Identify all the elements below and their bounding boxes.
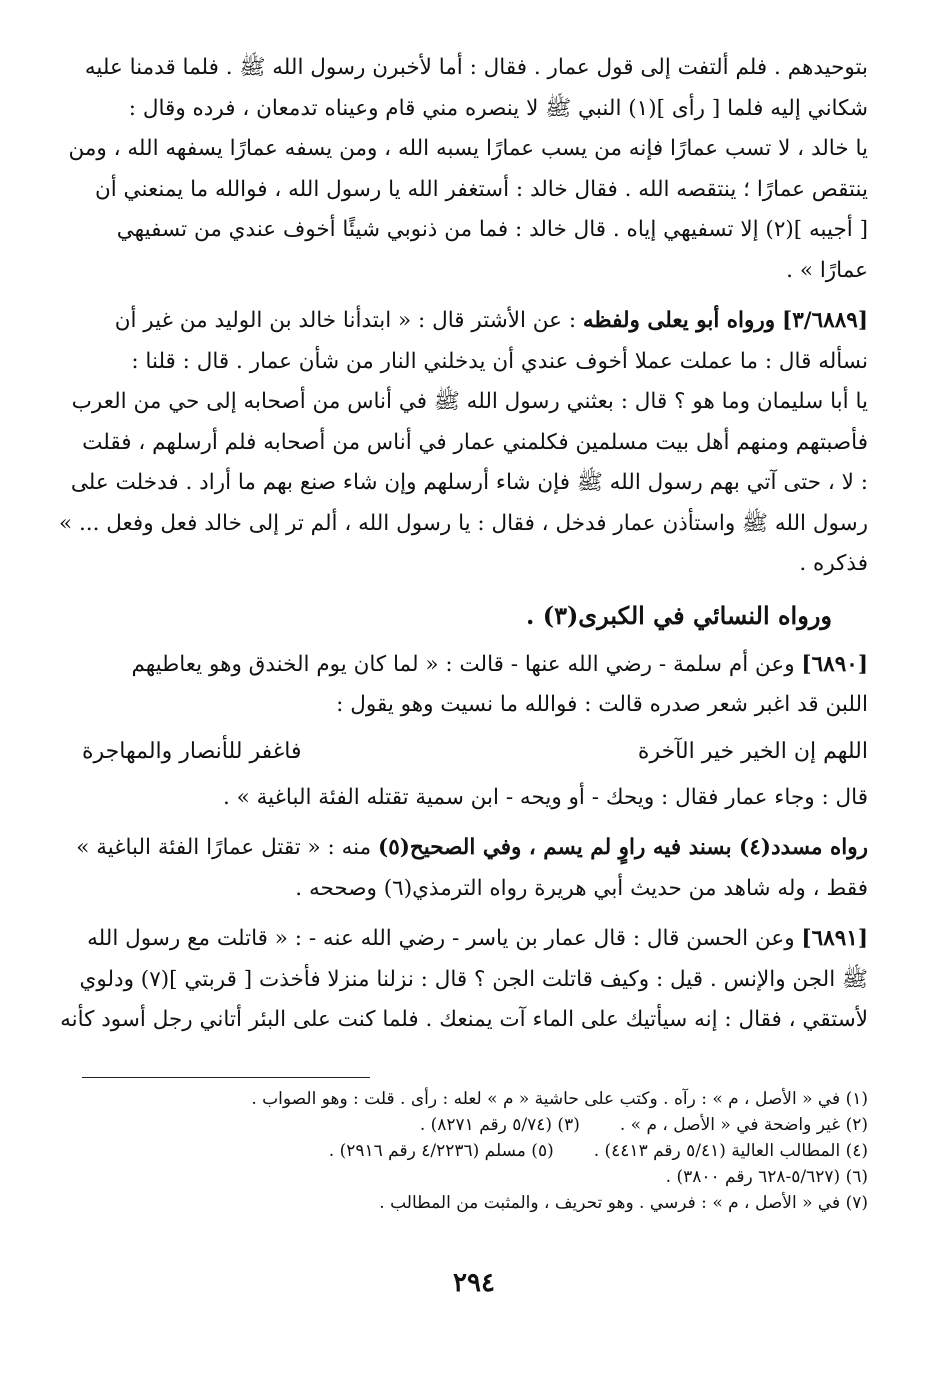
text-line: فقط ، وله شاهد من حديث أبي هريرة رواه الترمذي(٦) وصححه . (295, 875, 868, 901)
poem-first-hemistich: اللهم إن الخير خير الآخرة (637, 738, 868, 764)
source-lead: ورواه أبو يعلى ولفظه (582, 308, 776, 333)
footnote: (٦) (٥/٦٢٧-٦٢٨ رقم ٣٨٠٠) . (665, 1166, 868, 1187)
footnote: (٢) غير واضحة في « الأصل ، م » . (619, 1114, 868, 1135)
text-line: قال : وجاء عمار فقال : ويحك - أو ويحه - ابن سمية تقتله الفئة الباغية » . (223, 784, 868, 810)
footnote-separator (82, 1077, 370, 1078)
text-line: فذكره . (799, 551, 868, 576)
paragraph-2 (58, 301, 868, 585)
hadith-number: [٦٨٩١] (801, 926, 868, 951)
text-segment: وعن الحسن قال : قال عمار بن ياسر - رضي الله عنه - : « قاتلت مع رسول الله (87, 926, 795, 951)
text-line: لأستقي ، فقال : إنه سيأتيك على الماء آت يمنعك . فلما كنت على البئر أتاني رجل أسود كأنه (60, 1007, 868, 1032)
paragraph-3 (82, 645, 868, 726)
footnote: (٥) مسلم (٤/٢٢٣٦ رقم ٢٩١٦) . (328, 1140, 554, 1161)
text-line: يا خالد ، لا تسب عمارًا فإنه من يسب عمارًا يسبه الله ، ومن يسفه عمارًا يسفهه الله ، ومن (68, 136, 868, 161)
paragraph-4 (82, 778, 868, 819)
text-line: نسأله قال : ما عملت عملا أخوف عندي أن يدخلني النار من شأن عمار . قال : قلنا : (131, 348, 868, 374)
text-segment: وعن أم سلمة - رضي الله عنها - قالت : « لما كان يوم الخندق وهو يعاطيهم (131, 651, 795, 677)
footnote: (٣) (٥/٧٤ رقم ٨٢٧١) . (419, 1114, 580, 1135)
paragraph-6 (60, 919, 868, 1041)
source-lead: رواه مسدد(٤) بسند فيه راوٍ لم يسم ، وفي الصحيح(٥) (378, 835, 868, 860)
text-line: ﷺ الجن والإنس . قيل : وكيف قاتلت الجن ؟ قال : نزلنا منزلا فأخذت [ قربتي ](٧) ودلوي (79, 966, 868, 992)
footnote-row (82, 1086, 868, 1112)
text-line: يا أبا سليمان وما هو ؟ قال : بعثني رسول الله ﷺ في أناس من أصحابه إلى حي من العرب (71, 389, 868, 414)
footnotes (82, 1086, 868, 1216)
text-line: بتوحيدهم . فلم ألتفت إلى قول عمار . فقال : أما لأخبرن رسول الله ﷺ . فلما قدمنا عليه (84, 55, 868, 80)
text-line: فأصبتهم ومنهم أهل بيت مسلمين فكلمني عمار في أناس من أصحابه فلم أرسلهم ، فقلت (82, 429, 868, 455)
paragraph-1 (68, 48, 868, 291)
text-segment: : عن الأشتر قال : « ابتدأنا خالد بن الوليد من غير أن (114, 308, 577, 333)
paragraph-5 (76, 828, 868, 909)
poem-verse (82, 730, 868, 774)
text-line: [ أجيبه ](٢) إلا تسفيهي إياه . قال خالد : فما من ذنوبي شيئًا أخوف عندي من تسفيهي (116, 217, 868, 242)
footnote: (١) في « الأصل ، م » : رآه . وكتب على حاشية « م » لعله : رأى . قلت : وهو الصواب . (251, 1088, 868, 1109)
text-line: اللبن قد اغبر شعر صدره قالت : فوالله ما نسيت وهو يقول : (336, 692, 868, 717)
text-line (82, 919, 868, 960)
text-line (82, 301, 868, 342)
hadith-number: [٣/٦٨٨٩] (782, 308, 868, 333)
footnote-row (82, 1138, 868, 1164)
text-line: شكاني إليه فلما [ رأى ](١) النبي ﷺ لا ينصره مني قام وعيناه تدمعان ، فرده وقال : (128, 95, 868, 121)
text-segment: منه : « تقتل عمارًا الفئة الباغية » (76, 835, 372, 860)
poem-second-hemistich: فاغفر للأنصار والمهاجرة (82, 738, 302, 764)
footnote: (٧) في « الأصل ، م » : فرسي . وهو تحريف ، والمثبت من المطالب . (379, 1192, 868, 1213)
footnote-row (82, 1164, 868, 1190)
page-number: ٢٩٤ (453, 1268, 495, 1298)
text-line (76, 828, 868, 869)
text-line (82, 645, 868, 686)
text-line: : لا ، حتى آتي بهم رسول الله ﷺ فإن شاء أرسلهم وإن شاء صنع بهم ما أراد . فدخلت على (70, 470, 868, 495)
text-line: عمارًا » . (786, 257, 868, 283)
text-line: رسول الله ﷺ واستأذن عمار فدخل ، فقال : يا رسول الله ، ألم تر إلى خالد فعل وفعل ... » (58, 510, 868, 536)
footnote-row (82, 1190, 868, 1216)
section-heading: ورواه النسائي في الكبرى(٣) . (525, 600, 832, 630)
hadith-number: [٦٨٩٠] (801, 651, 868, 677)
footnote: (٤) المطالب العالية (٥/٤١ رقم ٤٤١٣) . (593, 1140, 868, 1161)
footnote-row (82, 1112, 868, 1138)
text-line: ينتقص عمارًا ؛ ينتقصه الله . فقال خالد : أستغفر الله يا رسول الله ، فوالله ما يمنعني أن (94, 176, 868, 202)
